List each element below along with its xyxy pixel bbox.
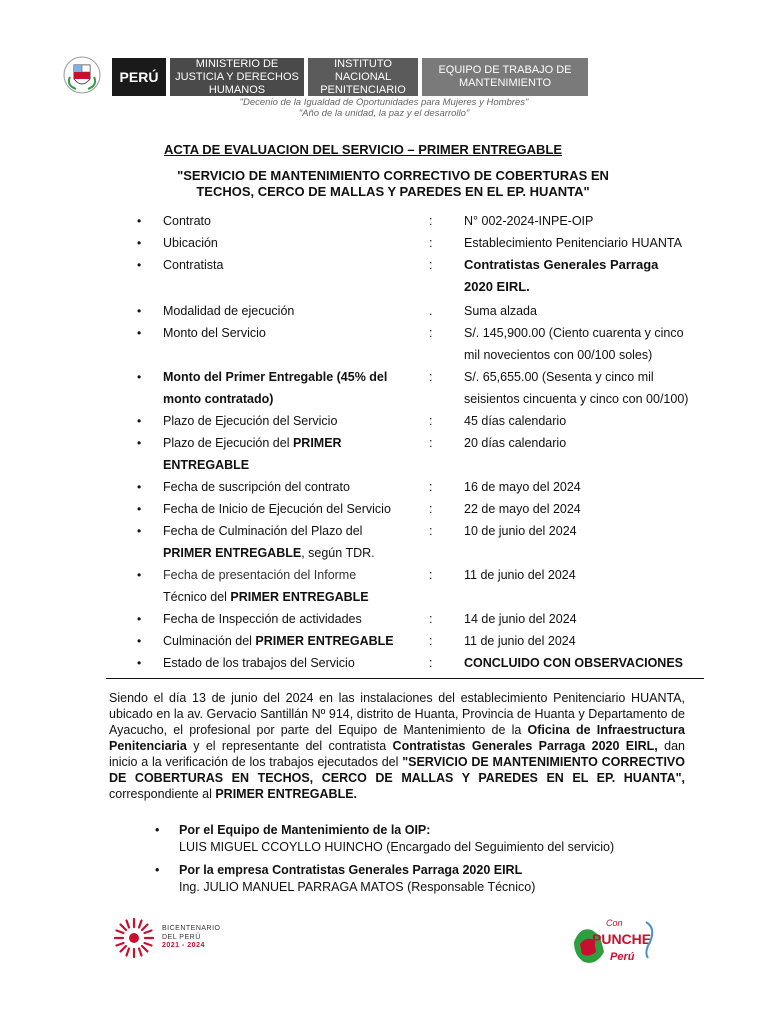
row-label xyxy=(163,520,429,564)
row-label-text: Técnico del xyxy=(163,590,227,604)
row-value-line: seisientos cincuenta y cinco con 00/100) xyxy=(464,392,689,406)
row-value: 45 días calendario xyxy=(464,414,567,428)
row-colon: : xyxy=(429,370,433,384)
row-label-line: monto contratado) xyxy=(163,392,274,406)
row-label-text: Plazo de Ejecución del xyxy=(163,436,290,450)
row-value-line: 2020 EIRL. xyxy=(464,279,530,294)
para-text: correspondiente al xyxy=(109,787,212,801)
row-colon: : xyxy=(429,524,433,538)
para-bold: Oficina de Infraestructura Penitenciaria xyxy=(109,723,686,753)
row-label xyxy=(163,630,429,652)
header-slogans xyxy=(0,97,768,119)
row-label: Fecha de suscripción del contrato xyxy=(163,480,350,494)
row-label xyxy=(163,564,429,608)
row-label: Contrato xyxy=(163,214,211,228)
info-row-ubicacion xyxy=(0,232,768,254)
service-title: "SERVICIO DE MANTENIMIENTO CORRECTIVO DE COBERTURAS EN TECHOS, CERCO DE MALLAS Y PAREDES EN EL EP. HUANTA" xyxy=(177,168,609,199)
punche-con-text: Con xyxy=(606,918,623,928)
row-label: Ubicación xyxy=(163,236,218,250)
bullet: • xyxy=(137,502,142,516)
para-bold: "SERVICIO DE MANTENIMIENTO CORRECTIVO DE COBERTURAS EN TECHOS, CERCO DE MALLAS Y PAREDES EN EL EP. HUANTA", xyxy=(109,755,685,785)
anio-text: "Año de la unidad, la paz y el desarrollo" xyxy=(298,108,470,119)
row-colon: : xyxy=(429,480,433,494)
ministry-label: MINISTERIO DE JUSTICIA Y DERECHOS HUMANOS xyxy=(170,58,304,96)
row-value xyxy=(464,366,714,410)
row-label: Monto del Servicio xyxy=(163,326,266,340)
representative-item xyxy=(155,822,614,856)
row-label-bold: PRIMER ENTREGABLE xyxy=(230,590,369,604)
punche-peru-text: Perú xyxy=(610,951,635,963)
row-colon: : xyxy=(429,436,433,450)
row-label: Fecha de Inspección de actividades xyxy=(163,612,362,626)
info-row-contrato xyxy=(0,210,768,232)
document-title: ACTA DE EVALUACION DEL SERVICIO – PRIMER ENTREGABLE xyxy=(164,142,562,157)
body-paragraph xyxy=(109,690,685,802)
rep-heading: Por el Equipo de Mantenimiento de la OIP: xyxy=(179,823,431,837)
row-colon: : xyxy=(429,612,433,626)
row-label-text: Culminación del xyxy=(163,634,252,648)
row-value: CONCLUIDO CON OBSERVACIONES xyxy=(464,656,684,670)
decenio-text: "Decenio de la Igualdad de Oportunidades para Mujeres y Hombres" xyxy=(239,97,529,108)
bullet: • xyxy=(155,823,160,837)
bullet: • xyxy=(137,370,142,384)
con-punche-peru-logo xyxy=(570,912,660,970)
peru-label: PERÚ xyxy=(112,58,166,96)
row-label: Modalidad de ejecución xyxy=(163,304,295,318)
row-label: Fecha de Inicio de Ejecución del Servicio xyxy=(163,502,391,516)
punche-text: PUNCHE xyxy=(592,931,652,947)
bullet: • xyxy=(137,304,142,318)
team-label: EQUIPO DE TRABAJO DE MANTENIMIENTO xyxy=(422,58,588,96)
row-colon: : xyxy=(429,326,433,340)
info-row-estado xyxy=(0,652,768,674)
info-list xyxy=(0,210,768,674)
bicentenario-label: BICENTENARIO xyxy=(162,925,221,933)
bicentenario-text xyxy=(162,925,221,951)
header-bar xyxy=(62,58,588,96)
bullet: • xyxy=(137,258,142,272)
row-value-line: mil novecientos con 00/100 soles) xyxy=(464,348,653,362)
row-label-bold: ENTREGABLE xyxy=(163,458,250,472)
bullet: • xyxy=(137,612,142,626)
row-label xyxy=(163,432,429,476)
bullet: • xyxy=(137,568,142,582)
info-row-suscripcion xyxy=(0,476,768,498)
row-value-line: Contratistas Generales Parraga xyxy=(464,257,659,272)
info-row-plazo-entregable xyxy=(0,432,768,476)
row-label-text: , según TDR. xyxy=(301,546,375,560)
row-colon: : xyxy=(429,656,433,670)
row-colon: : xyxy=(429,214,433,228)
row-colon: : xyxy=(429,414,433,428)
row-label-text: Fecha de Culminación del Plazo del xyxy=(163,524,363,538)
representative-item xyxy=(155,862,614,896)
para-text: Siendo el día 13 de junio del 2024 en las instalaciones del establecimiento Penitenciario HUANTA, ubicado en la av. Gervacio Santillán Nº 914, distrito de Huanta, Provincia de Huanta y Departamento de Ayacucho, el profesional por parte del Equipo de Mantenimiento de la xyxy=(109,691,685,737)
para-text: y el representante del contratista xyxy=(193,739,387,753)
rep-name: LUIS MIGUEL CCOYLLO HUINCHO (Encargado del Seguimiento del servicio) xyxy=(179,840,615,854)
info-row-monto xyxy=(0,322,768,366)
row-value: Suma alzada xyxy=(464,304,537,318)
row-colon: . xyxy=(429,304,433,318)
representatives-list xyxy=(155,822,614,902)
row-value-line: S/. 145,900.00 (Ciento cuarenta y cinco xyxy=(464,326,684,340)
row-value: 14 de junio del 2024 xyxy=(464,612,577,626)
info-row-presentacion xyxy=(0,564,768,608)
row-value: 11 de junio del 2024 xyxy=(464,568,576,582)
info-row-modalidad xyxy=(0,300,768,322)
institute-label: INSTITUTO NACIONAL PENITENCIARIO xyxy=(308,58,418,96)
row-label: Contratista xyxy=(163,258,224,272)
bullet: • xyxy=(137,634,142,648)
row-value-line: S/. 65,655.00 (Sesenta y cinco mil xyxy=(464,370,654,384)
row-label-line: Monto del Primer Entregable (45% del xyxy=(163,370,388,384)
row-value xyxy=(464,254,714,298)
row-value xyxy=(464,322,714,366)
row-colon: : xyxy=(429,236,433,250)
bullet: • xyxy=(137,236,142,250)
row-value: 10 de junio del 2024 xyxy=(464,524,577,538)
bullet: • xyxy=(137,524,142,538)
row-colon: : xyxy=(429,568,433,582)
info-row-monto-entregable xyxy=(0,366,768,410)
bullet: • xyxy=(137,436,142,450)
bullet: • xyxy=(137,326,142,340)
para-text: dan inicio a la verificación de los trabajos ejecutados del xyxy=(109,739,685,769)
row-value: Establecimiento Penitenciario HUANTA xyxy=(464,236,682,250)
row-value: N° 002-2024-INPE-OIP xyxy=(464,214,594,228)
row-label-text: Fecha de presentación del Informe xyxy=(163,568,357,582)
info-row-inspeccion xyxy=(0,608,768,630)
bullet: • xyxy=(137,414,142,428)
info-row-culminacion xyxy=(0,630,768,652)
row-colon: : xyxy=(429,502,433,516)
row-colon: : xyxy=(429,634,433,648)
row-colon: : xyxy=(429,258,433,272)
row-label-bold: PRIMER ENTREGABLE xyxy=(163,546,302,560)
para-bold: PRIMER ENTREGABLE. xyxy=(215,787,358,801)
del-peru-label: DEL PERÚ xyxy=(162,933,201,941)
bullet: • xyxy=(155,863,160,877)
row-value: 16 de mayo del 2024 xyxy=(464,480,581,494)
coat-of-arms-icon xyxy=(62,55,102,95)
divider xyxy=(106,678,704,679)
row-label: Plazo de Ejecución del Servicio xyxy=(163,414,338,428)
rep-name: Ing. JULIO MANUEL PARRAGA MATOS (Responsable Técnico) xyxy=(179,880,536,894)
bullet: • xyxy=(137,214,142,228)
row-label-bold: PRIMER xyxy=(292,436,342,450)
bullet: • xyxy=(137,480,142,494)
row-value: 20 días calendario xyxy=(464,436,567,450)
years-label: 2021 - 2024 xyxy=(162,942,205,950)
row-value: 22 de mayo del 2024 xyxy=(464,502,581,516)
bullet: • xyxy=(137,656,142,670)
row-label-bold: PRIMER ENTREGABLE xyxy=(255,634,394,648)
row-value: 11 de junio del 2024 xyxy=(464,634,576,648)
bicentenario-logo xyxy=(112,916,221,960)
info-row-inicio xyxy=(0,498,768,520)
row-label xyxy=(163,366,429,410)
rep-heading: Por la empresa Contratistas Generales Parraga 2020 EIRL xyxy=(179,863,523,877)
bicentenario-emblem-icon xyxy=(112,916,156,960)
info-row-plazo-servicio xyxy=(0,410,768,432)
info-row-contratista xyxy=(0,254,768,298)
row-label: Estado de los trabajos del Servicio xyxy=(163,656,355,670)
para-bold: Contratistas Generales Parraga 2020 EIRL, xyxy=(392,739,658,753)
info-row-culminacion-plazo xyxy=(0,520,768,564)
